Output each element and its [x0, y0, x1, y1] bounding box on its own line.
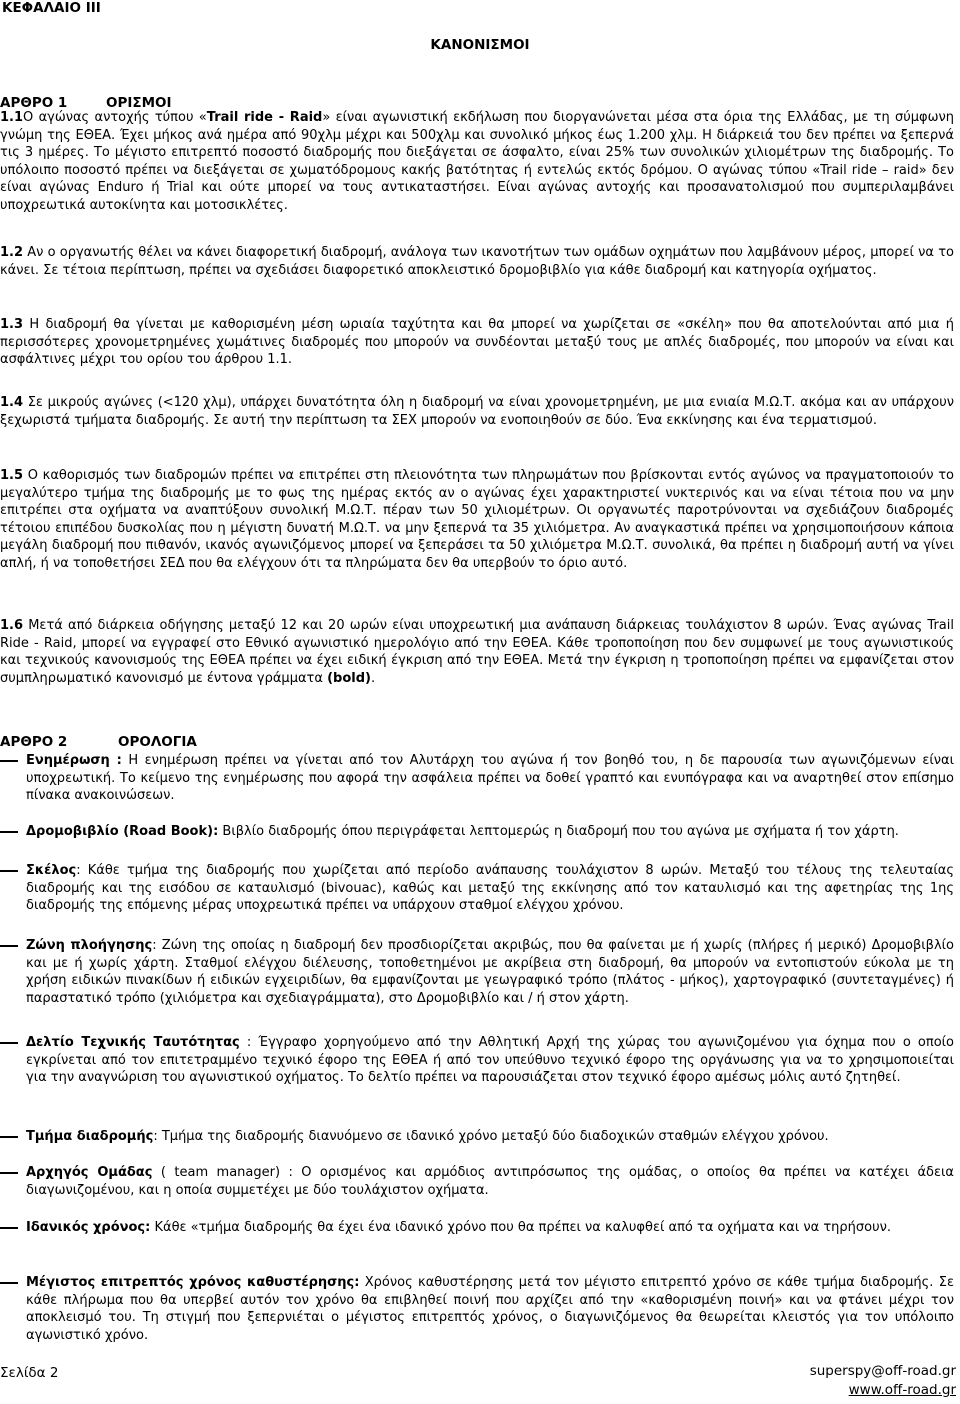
paragraph-1-4 — [0, 394, 954, 429]
article1-title: ΟΡΙΣΜΟΙ — [106, 95, 172, 111]
article1-number: ΑΡΘΡΟ 1 — [0, 95, 68, 111]
definition-max-delay — [0, 1274, 954, 1344]
dash-bullet — [0, 1172, 18, 1174]
definition-text: ( team manager) : Ο ορισμένος και αρμόδιος αντιπρόσωπος της ομάδας, ο οποίος θα πρέπει να κατέχει άδεια διαγωνιζομένου, και η οποία συμμετέχει με δύο τουλάχιστον οχήματα. — [26, 1165, 954, 1198]
definition-term: Ιδανικός χρόνος: — [26, 1220, 151, 1235]
paragraph-1-6 — [0, 617, 954, 687]
definition-leg — [0, 862, 954, 915]
dash-bullet — [0, 945, 18, 947]
article2-number: ΑΡΘΡΟ 2 — [0, 734, 68, 750]
definition-term: Τμήμα διαδρομής — [26, 1129, 154, 1144]
paragraph-text: Αν ο οργανωτής θέλει να κάνει διαφορετική διαδρομή, ανάλογα των ικανοτήτων των ομάδων οχημάτων που λαμβάνουν μέρος, μπορεί να το κάνει. Σε τέτοια περίπτωση, πρέπει να σχεδιάσει διαφορετικό αποκλειστικό δρομοβιβλίο για κάθε διαδρομή και κατηγορία οχήματος. — [0, 245, 954, 278]
paragraph-text: . — [370, 670, 376, 686]
dash-bullet — [0, 760, 18, 762]
regulations-title: ΚΑΝΟΝΙΣΜΟΙ — [430, 37, 530, 53]
definition-ideal-time — [0, 1219, 954, 1237]
footer-website-link[interactable]: www.off-road.gr — [848, 1382, 956, 1398]
definition-briefing — [0, 752, 954, 805]
definition-text: Κάθε «τμήμα διαδρομής θα έχει ένα ιδανικό χρόνο που θα πρέπει να καλυφθεί από τα οχήματα και να τηρήσουν. — [150, 1220, 891, 1235]
paragraph-text: Η διαδρομή θα γίνεται με καθορισμένη μέση ωριαία ταχύτητα και θα μπορεί να χωρίζεται σε «σκέλη» που θα αποτελούνται από μια ή περισσότερες χρονομετρημένες χωμάτινες διαδρομές που μπορούν να συνδέονται μεταξύ τους με απλές διαδρομές, που μπορούν να είναι και ασφάλτινες μέχρι του ορίου του άρθρου 1.1. — [0, 317, 954, 368]
paragraph-number: 1.3 — [0, 317, 24, 332]
dash-bullet — [0, 1227, 18, 1229]
paragraph-text: Μετά από διάρκεια οδήγησης μεταξύ 12 και 20 ωρών είναι υποχρεωτική μια ανάπαυση διάρκειας τουλάχιστον 8 ωρών. Ένας αγώνας Trail Ride - Raid, μπορεί να εγγραφεί στο Εθνικό αγωνιστικό ημερολόγιο από την ΕΘΕΑ. Κάθε τροποποίηση που δεν συμφωνεί με τους αγωνιστικούς και τεχνικούς κανονισμούς της ΕΘΕΑ πρέπει να έχει ειδική έγκριση από την ΕΘΕΑ. Μετά την έγκριση η τροποποίηση πρέπει να εμφανίζεται στον συμπληρωματικό κανονισμό με έντονα γράμματα — [0, 618, 954, 686]
page-number: Σελίδα 2 — [0, 1365, 59, 1381]
definition-text: : Ζώνη της οποίας η διαδρομή δεν προσδιορίζεται ακριβώς, που θα φαίνεται με ή χωρίς (πλήρες ή μερικό) Δρομοβιβλίο και με ή χωρίς χάρτη. Σταθμοί ελέγχου διέλευσης, τοποθετημένοι με ακρίβεια στη διαδρομή, θα μπορούν να εντοπιστούν εύκολα με τη χρήση ειδικών πινακίδων ή ειδικών εγχειριδίων, θα εμφανίζονται με γεωγραφικό τρόπο (πλάτος - μήκος), χαρτογραφικό (συντεταγμένες) ή παραστατικό τρόπο (χιλιόμετρα και σχεδιαγράμματα), στο Δρομοβιβλίο και / ή στον χάρτη. — [26, 938, 954, 1006]
definition-route-section — [0, 1128, 954, 1146]
footer-email[interactable]: superspy@off-road.gr — [809, 1363, 956, 1379]
dash-bullet — [0, 831, 18, 833]
article2-title: ΟΡΟΛΟΓΙΑ — [118, 734, 197, 750]
definition-text: Χρόνος καθυστέρησης μετά τον μέγιστο επιτρεπτό χρόνο σε κάθε τμήμα διαδρομής. Σε κάθε πλήρωμα που θα υπερβεί αυτόν τον χρόνο θα επιβληθεί ποινή που αρχίζει από την «καθορισμένη ποινή» και να φτάνει μέχρι τον αποκλεισμό του. Τη στιγμή που ξεπερνιέται ο μέγιστος επιτρεπτός χρόνος, ο διαγωνιζόμενος θα θεωρείται κλειστός για τον υπόλοιπο αγωνιστικό χρόνο. — [26, 1275, 954, 1343]
definition-term: Σκέλος — [26, 863, 77, 878]
dash-bullet — [0, 1042, 18, 1044]
footer-contacts — [810, 1362, 956, 1400]
article2-heading — [0, 734, 197, 750]
definition-term: Μέγιστος επιτρεπτός χρόνος καθυστέρησης: — [26, 1275, 360, 1290]
definition-technical-card — [0, 1034, 954, 1087]
paragraph-text-bold: Trail ride - Raid — [206, 110, 323, 125]
definition-term: Ζώνη πλοήγησης — [26, 938, 153, 953]
paragraph-number: 1.4 — [0, 395, 24, 410]
dash-bullet — [0, 870, 18, 872]
definition-term: Δελτίο Τεχνικής Ταυτότητας — [26, 1035, 240, 1050]
definition-text: Βιβλίο διαδρομής όπου περιγράφεται λεπτομερώς η διαδρομή που του αγώνα με σχήματα ή τον χάρτη. — [218, 824, 899, 839]
paragraph-text: » είναι αγωνιστική εκδήλωση που διοργανώνεται μέσα στα όρια της Ελλάδας, με τη σύμφωνη γνώμη της ΕΘΕΑ. Έχει μήκος ανά ημέρα από 90χλμ μέχρι και 500χλμ και συνολικό μήκος έως 1.200 χλμ. Η διάρκειά του δεν πρέπει να ξεπερνά τις 3 ημέρες. Το μέγιστο επιτρεπτό ποσοστό διαδρομής που διεξάγεται σε άσφαλτο, είναι 25% των συνολικών χιλιομέτρων της διαδρομής. Το υπόλοιπο ποσοστό πρέπει να διεξάγεται σε χωματόδρομους κακής βατότητας ή εντελώς εκτός δρόμου. Ο αγώνας τύπου «Trail ride – raid» δεν είναι αγώνας Enduro ή Trial και ούτε μπορεί να τους αντικαταστήσει. Είναι αγώνας αντοχής και προσανατολισμού που συμπεριλαμβάνει υποχρεωτικά αυτοκίνητα και μοτοσικλέτες. — [0, 110, 955, 213]
definition-text: : Τμήμα της διαδρομής διανυόμενο σε ιδανικό χρόνο μεταξύ δύο διαδοχικών σταθμών ελέγχου χρόνου. — [153, 1129, 829, 1144]
dash-bullet — [0, 1282, 18, 1284]
paragraph-text: Ο αγώνας αντοχής τύπου « — [23, 110, 207, 125]
dash-bullet — [0, 1136, 18, 1138]
paragraph-text: Σε μικρούς αγώνες (<120 χλμ), υπάρχει δυνατότητα όλη η διαδρομή να είναι χρονομετρημένη, με μια ενιαία Μ.Ω.Τ. ακόμα και αν υπάρχουν ξεχωριστά τμήματα διαδρομής. Σε αυτή την περίπτωση τα ΣΕΧ μπορούν να ενοποιηθούν σε δύο. Ένα εκκίνησης και ένα τερματισμού. — [0, 395, 954, 428]
definition-navigation-zone — [0, 937, 954, 1007]
paragraph-1-1 — [0, 109, 954, 215]
paragraph-number: 1.6 — [0, 618, 24, 633]
chapter-heading: ΚΕΦΑΛΑΙΟ III — [2, 0, 101, 16]
definition-text: Η ενημέρωση πρέπει να γίνεται από τον Αλυτάρχη του αγώνα ή τον βοηθό του, η δε παρουσία των αγωνιζόμενων είναι υποχρεωτική. Το κείμενο της ενημέρωσης που αφορά την ασφάλεια πρέπει να δοθεί γραπτό και ενυπόγραφα και να αναρτηθεί στον επίσημο πίνακα ανακοινώσεων. — [26, 753, 954, 804]
definition-term: Αρχηγός Ομάδας — [26, 1165, 153, 1180]
paragraph-number: 1.2 — [0, 245, 24, 260]
paragraph-number: 1.1 — [0, 110, 24, 125]
paragraph-number: 1.5 — [0, 468, 24, 483]
definition-term: Δρομοβιβλίο (Road Book): — [26, 824, 219, 839]
paragraph-1-2 — [0, 244, 954, 279]
definition-text: : Έγγραφο χορηγούμενο από την Αθλητική Αρχή της χώρας του αγωνιζομένου για όχημα που ο οποίο εγκρίνεται από τον επιτετραμμένο τεχνικό έφορο της ΕΘΕΑ ή από τον υπεύθυνο τεχνικό έφορο της οργάνωσης για να το χρησιμοποιείται για την αναγνώριση του αγωνιστικού οχήματος. Το δελτίο πρέπει να παρουσιάζεται στον τεχνικό έφορο αμέσως μόλις αυτό ζητηθεί. — [26, 1035, 955, 1086]
paragraph-text-bold: (bold) — [327, 670, 371, 686]
paragraph-1-3 — [0, 316, 954, 369]
paragraph-text: Ο καθορισμός των διαδρομών πρέπει να επιτρέπει στη πλειονότητα των πληρωμάτων που βρίσκονται εντός αγώνος να πραγματοποιούν το μεγαλύτερο τμήμα της διαδρομής με το φως της ημέρας εκτός αν ο αγώνας έχει χαρακτηριστεί νυκτερινός και να είναι τέτοια που να μην επιτρέπει στα οχήματα να αναπτύξουν συνολική Μ.Ω.Τ. πέραν των 50 χιλιομέτρων. Οι οργανωτές παροτρύνονται να σχεδιάζουν διαδρομές τέτοιου επιπέδου δυσκολίας που η μέγιστη δυνατή Μ.Ω.Τ. να μην ξεπερνά τα 35 χιλιόμετρα. Αν αναγκαστικά πρέπει να χρησιμοποιήσουν κάποια μεγάλη διαδρομή που πιθανόν, ικανός αγωνιζόμενος μπορεί να ξεπεράσει τα 50 χιλιόμετρα Μ.Ω.Τ. συνολικά, θα πρέπει η διαδρομή αυτή να γίνει απλή, ή να τοποθετήσει ΣΕΔ που θα ελέγχουν ότι τα πληρώματα δεν θα υπερβούν το όριο αυτό. — [0, 468, 954, 571]
paragraph-1-5 — [0, 467, 954, 573]
definition-roadbook — [0, 823, 954, 841]
definition-term: Ενημέρωση : — [26, 753, 122, 768]
definition-team-manager — [0, 1164, 954, 1199]
definition-text: : Κάθε τμήμα της διαδρομής που χωρίζεται από περίοδο ανάπαυσης τουλάχιστον 8 ωρών. Μεταξύ του τέλους της τελευταίας διαδρομής και της εισόδου σε καταυλισμό (bivouac), καθώς και μεταξύ της εκκίνησης από τον καταυλισμό και της αφετηρίας της 1ης διαδρομής της επόμενης μέρας υποχρεωτικά πρέπει να υπάρχουν σταθμοί ελέγχου χρόνου. — [26, 863, 954, 914]
